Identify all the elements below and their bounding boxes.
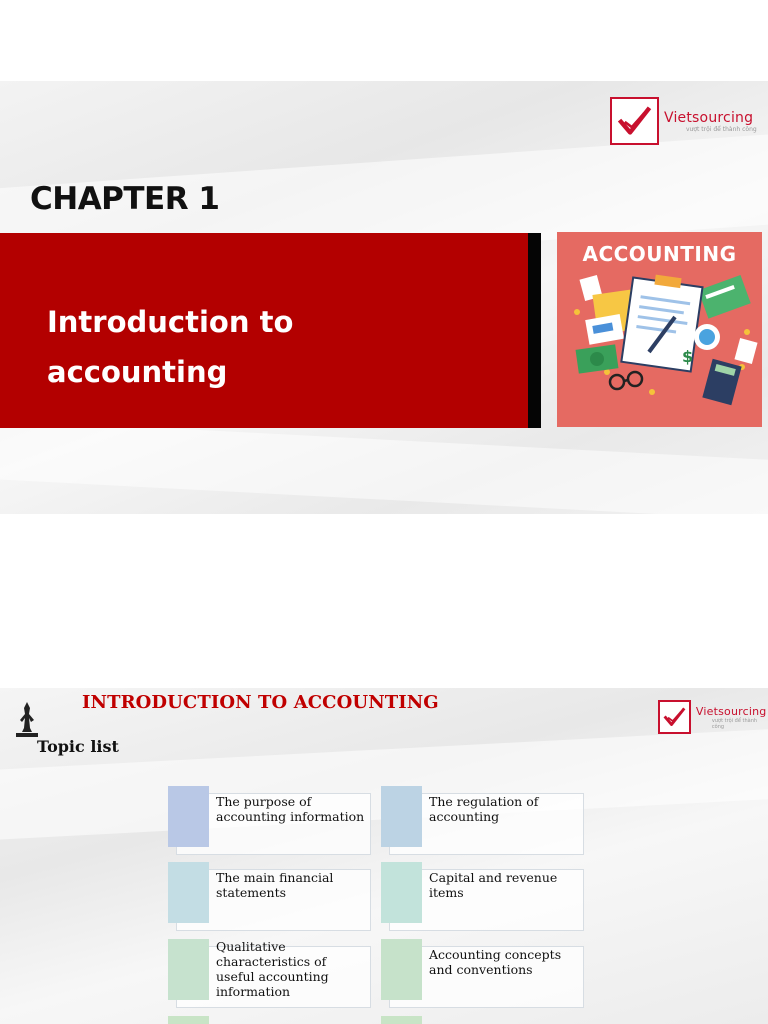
topic-list-slide xyxy=(0,688,768,1024)
accounting-image-title: ACCOUNTING xyxy=(582,242,737,266)
topic-label: Capital and revenue items xyxy=(429,870,558,900)
brand-tagline: vượt trội để thành công xyxy=(711,717,758,730)
topic-marker xyxy=(381,862,422,923)
chapter-slide xyxy=(0,81,768,514)
topic-marker xyxy=(168,862,209,923)
chapter-label: CHAPTER 1 xyxy=(30,181,220,217)
accounting-image xyxy=(557,232,762,427)
checkmark-icon xyxy=(610,97,659,145)
slide-subtitle: Topic list xyxy=(37,737,119,756)
topic-item xyxy=(168,786,371,852)
vietsourcing-logo xyxy=(658,700,768,734)
brand-tagline: vượt trội để thành công xyxy=(686,125,757,133)
topic-item xyxy=(168,939,371,1005)
topic-item xyxy=(168,862,371,928)
checkmark-icon xyxy=(658,700,691,734)
chapter-title-line2: accounting xyxy=(47,355,228,389)
topic-marker xyxy=(381,939,422,1000)
banner-divider xyxy=(528,233,541,428)
background-sheen xyxy=(0,417,768,514)
brand-name: Vietsourcing xyxy=(664,109,754,126)
topic-label: The regulation of accounting xyxy=(429,794,539,824)
topic-marker xyxy=(381,786,422,847)
accounting-illustration-icon xyxy=(557,272,762,427)
topic-label: The main financial statements xyxy=(216,870,334,900)
slide-title: INTRODUCTION TO ACCOUNTING xyxy=(82,692,439,713)
brand-name: Vietsourcing xyxy=(695,704,767,718)
topic-item xyxy=(381,786,584,852)
topic-marker xyxy=(168,939,209,1000)
vietsourcing-logo xyxy=(610,97,757,145)
svg-text:$: $ xyxy=(682,347,694,366)
topic-item xyxy=(381,939,584,1005)
topic-label: The purpose of accounting information xyxy=(216,794,365,824)
icaew-logo-icon xyxy=(14,700,40,738)
topic-label: Accounting concepts and conventions xyxy=(429,947,562,977)
topic-label: Qualitative characteristics of useful accounting information xyxy=(216,939,329,999)
topic-marker xyxy=(168,1016,209,1024)
topic-item xyxy=(381,862,584,928)
topic-marker xyxy=(381,1016,422,1024)
topic-marker xyxy=(168,786,209,847)
chapter-title-line1: Introduction to xyxy=(47,305,294,339)
chapter-title xyxy=(47,297,467,397)
